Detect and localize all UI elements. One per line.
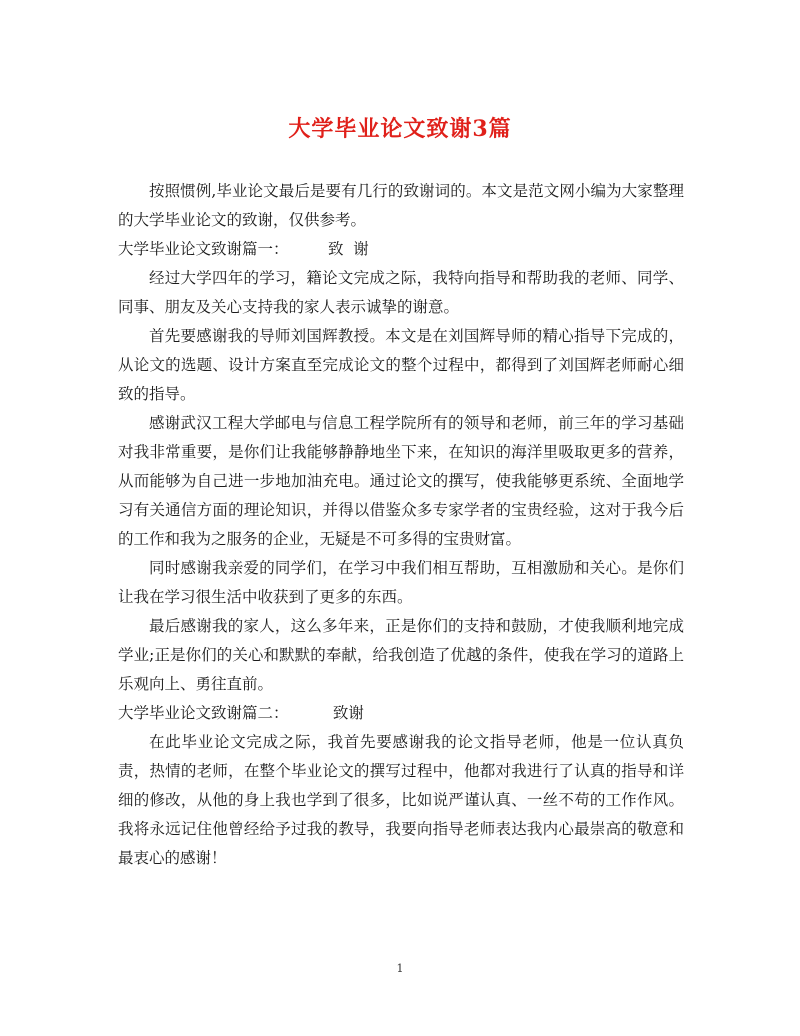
section2-paragraph: 在此毕业论文完成之际，我首先要感谢我的论文指导老师，他是一位认真负责，热情的老师，在整个毕业论文的撰写过程中，他都对我进行了认真的指导和详细的修改，从他的身上我也学到了很多，比如说严谨认真、一丝不苟的工作作风。我将永远记住他曾经给予过我的教导，我要向指导老师表达我内心最崇高的敬意和最衷心的感谢！: [118, 733, 684, 867]
section-heading-1-label: 大学毕业论文致谢篇一：: [118, 240, 289, 258]
section1-paragraph: 同时感谢我亲爱的同学们，在学习中我们相互帮助，互相激励和关心。是你们让我在学习很生活中收获到了更多的东西。: [118, 559, 684, 606]
section1-paragraph: 最后感谢我的家人，这么多年来，正是你们的支持和鼓励，才使我顺利地完成学业;正是你们的关心和默默的奉献，给我创造了优越的条件，使我在学习的道路上乐观向上、勇往直前。: [118, 617, 684, 693]
section1-paragraph: 感谢武汉工程大学邮电与信息工程学院所有的领导和老师，前三年的学习基础对我非常重要，是你们让我能够静静地坐下来，在知识的海洋里吸取更多的营养，从而能够为自己进一步地加油充电。通过论文的撰写，使我能够更系统、全面地学习有关通信方面的理论知识，并得以借鉴众多专家学者的宝贵经验，这对于我今后的工作和我为之服务的企业，无疑是不可多得的宝贵财富。: [118, 414, 684, 548]
document-title: 大学毕业论文致谢3篇: [288, 116, 512, 142]
section-heading-1: [118, 235, 684, 264]
page-number: 1: [396, 962, 404, 975]
section1-paragraph: 经过大学四年的学习，籍论文完成之际，我特向指导和帮助我的老师、同学、同事、朋友及关心支持我的家人表示诚挚的谢意。: [118, 269, 684, 316]
section-heading-2-label: 大学毕业论文致谢篇二：: [118, 704, 289, 722]
section-heading-2: [118, 699, 684, 728]
intro-paragraph: 按照惯例,毕业论文最后是要有几行的致谢词的。本文是范文网小编为大家整理的大学毕业论文的致谢，仅供参考。: [118, 182, 684, 229]
section-heading-2-title: 致谢: [332, 704, 364, 722]
section-heading-1-title: 致 谢: [327, 240, 369, 258]
document-body: [118, 177, 684, 873]
section1-paragraph: 首先要感谢我的导师刘国辉教授。本文是在刘国辉导师的精心指导下完成的，从论文的选题、设计方案直至完成论文的整个过程中，都得到了刘国辉老师耐心细致的指导。: [118, 327, 684, 403]
